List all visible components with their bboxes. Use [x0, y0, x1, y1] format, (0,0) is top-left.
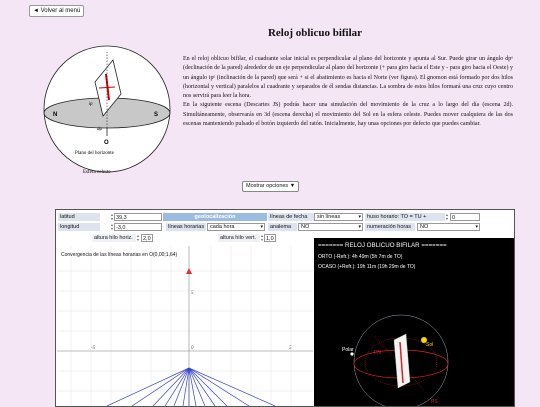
label-sphere: Esfera celeste: [83, 170, 111, 175]
altura-horiz-label: altura hilo horiz.: [92, 234, 136, 242]
longitud-spinner[interactable]: ▲ ▼: [110, 223, 114, 231]
page-title: Reloj oblicuo bifilar: [267, 27, 363, 39]
latitud-input[interactable]: 39,3: [114, 213, 162, 221]
label-n: N: [53, 112, 58, 118]
tick-y-5: 5: [191, 291, 194, 296]
altura-horiz-input[interactable]: 2,0: [141, 234, 153, 242]
lineas-fecha-select[interactable]: sin líneas ▾: [314, 213, 363, 221]
longitud-input[interactable]: -3,0: [114, 223, 162, 231]
lineas-horarias-select[interactable]: cada hora ▾: [207, 223, 265, 231]
back-to-menu-button[interactable]: ◄ Volver al menú: [29, 5, 84, 17]
tick-0: 0: [191, 346, 194, 351]
altura-vert-label: altura hilo vert.: [218, 234, 260, 242]
label-dp: dp: [97, 126, 103, 131]
ps-label: PS: [431, 399, 438, 405]
altura-vert-spinner[interactable]: ▲ ▼: [260, 234, 264, 242]
huso-input[interactable]: 0: [450, 213, 480, 221]
numeracion-label: numeración horas: [365, 223, 415, 231]
lineas-horarias-label: líneas horarias: [168, 224, 205, 230]
analema-select[interactable]: NO ▾: [298, 223, 363, 231]
geolocate-button[interactable]: geolocalización: [163, 213, 267, 221]
huso-spinner[interactable]: ▲ ▼: [445, 213, 449, 221]
tick-x-neg5: -5: [91, 346, 96, 351]
latitud-label: latitud: [58, 213, 100, 221]
sun-label: Sol: [426, 342, 434, 348]
orto-text: ORTO (-Refr.): 4h 49m (5h 7m de TO): [318, 254, 403, 260]
description: [183, 55, 513, 129]
polar-label: Polar: [342, 347, 354, 353]
numeracion-select[interactable]: NO ▾: [417, 223, 480, 231]
analema-label: analema: [268, 223, 297, 231]
tick-x-5: 5: [289, 346, 292, 351]
label-horizon: Plano del horizonte: [75, 151, 114, 156]
hour-lines: [107, 368, 275, 406]
paragraph-1: En el reloj oblicuo bifilar, el cuadrante solar inicial es perpendicular al plano del horizonte y apunta al Sur. Puede girar un ángulo dpᵒ (declinación de la pared) alrededor de un eje perpendicular al plano del horizonte (+ para giro hacia el Este y - para giro hacia el Oeste) y un ángulo ipᵒ (inclinación de la pared) que será + si el abatimiento es hacia el Norte (ver figura). El gnomon está formado por dos hilos (horizontal y vertical) paralelos al cuadrante y separados de él sendas distancias. La sombra de estos hilos formará una cruz cuyo centro nos servirá para leer la hora.: [183, 56, 513, 100]
label-o: O: [104, 140, 109, 146]
paragraph-2: En la siguiente escena (Descartes JS) podrás hacer una simulación del movimiento de la cruz a lo largo del día (escena 2d). Simultáneamente, observarás en 3d (escena derecha) el movimiento del Sol en la esfera celeste. Puedes mover cualquiera de las dos escenas manteniendo pulsado el botón izquierdo del ratón. Inicialmente, hay unas opciones por defecto que puedes cambiar.: [183, 102, 513, 128]
pn-label: PN: [374, 350, 381, 356]
latitud-spinner[interactable]: ▲ ▼: [110, 213, 114, 221]
show-options-button[interactable]: Mostrar opciones ▼: [242, 181, 299, 192]
altura-vert-input[interactable]: 1,0: [264, 234, 276, 242]
oblique-dial-figure: [35, 42, 180, 182]
label-ip: ip: [89, 101, 93, 106]
convergence-text: Convergencia de las líneas horarias en O(0,00;1,64): [61, 252, 178, 258]
dial-2d-plot[interactable]: [57, 246, 313, 406]
altura-horiz-spinner[interactable]: ▲ ▼: [136, 234, 140, 242]
lineas-fecha-label: líneas de fecha: [268, 213, 314, 221]
huso-label: huso horario: TO = TU +: [365, 213, 445, 221]
ocaso-text: OCASO (+Refr.): 19h 11m (19h 29m de TO): [318, 264, 416, 270]
sphere-3d-panel[interactable]: [314, 238, 514, 406]
panel-header: ======= RELOJ OBLICUO BIFILAR =======: [318, 242, 447, 249]
longitud-label: longitud: [58, 223, 100, 231]
label-s: S: [154, 112, 159, 118]
descartes-scene[interactable]: [55, 209, 515, 407]
